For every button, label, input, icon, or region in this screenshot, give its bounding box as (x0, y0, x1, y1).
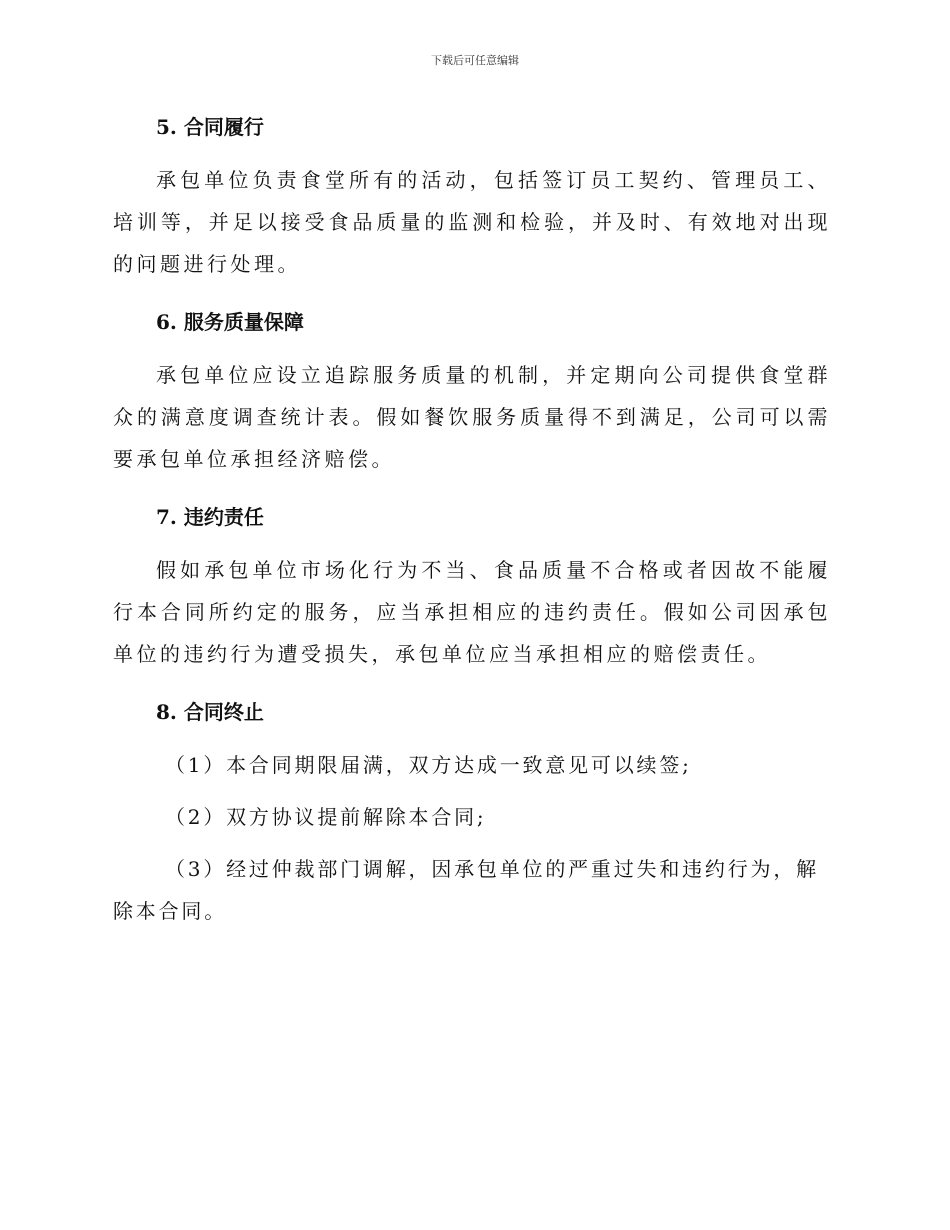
section-heading: 8. 合同终止 (156, 700, 264, 724)
list-item: （1）本合同期限届满，双方达成一致意见可以续签; (165, 753, 692, 777)
document-body (113, 112, 831, 932)
section-contract-termination (113, 697, 831, 932)
section-contract-performance (113, 112, 831, 285)
section-heading: 5. 合同履行 (156, 115, 264, 139)
section-paragraph: 假如承包单位市场化行为不当、食品质量不合格或者因故不能履行本合同所约定的服务，应当承担相应的违约责任。假如公司因承包单位的违约行为遭受损失，承包单位应当承担相应的赔偿责任。 (113, 558, 831, 666)
page-header: 下载后可任意编辑 (431, 54, 519, 67)
section-paragraph: 承包单位应设立追踪服务质量的机制，并定期向公司提供食堂群众的满意度调查统计表。假如餐饮服务质量得不到满足，公司可以需要承包单位承担经济赔偿。 (113, 363, 831, 471)
section-paragraph: 承包单位负责食堂所有的活动，包括签订员工契约、管理员工、培训等，并足以接受食品质量的监测和检验，并及时、有效地对出现的问题进行处理。 (113, 168, 831, 276)
section-heading: 7. 违约责任 (156, 505, 264, 529)
section-breach-liability (113, 502, 831, 675)
list-item: （3）经过仲裁部门调解，因承包单位的严重过失和违约行为，解除本合同。 (113, 857, 819, 923)
section-heading: 6. 服务质量保障 (156, 310, 304, 334)
section-service-quality (113, 307, 831, 480)
list-item: （2）双方协议提前解除本合同; (165, 805, 487, 829)
